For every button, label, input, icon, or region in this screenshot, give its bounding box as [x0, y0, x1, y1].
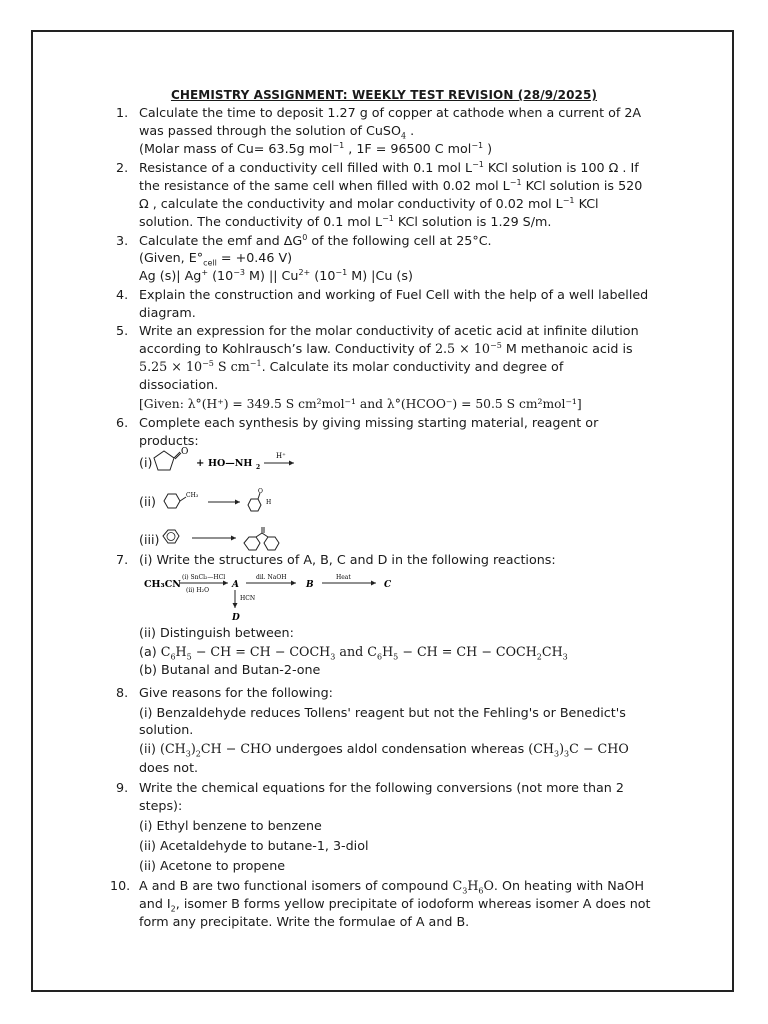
question-text: (ii) Acetaldehyde to butane-1, 3-diol	[139, 838, 369, 853]
question-number: 2.	[116, 160, 129, 175]
question-text: (ii) Acetone to propene	[139, 858, 286, 873]
question-text: Calculate the time to deposit 1.27 g of copper at cathode when a current of 2A	[139, 105, 642, 120]
nitrile-reaction-scheme	[140, 570, 400, 622]
svg-text:2: 2	[256, 464, 261, 471]
question-text: was passed through the solution of CuSO$_4$ .	[139, 123, 415, 141]
question-number: 10.	[110, 878, 131, 893]
catalyst-label: H⁺	[276, 452, 286, 460]
question-text: (Molar mass of Cu= 63.5g mol$^{-1}$ , 1F = 96500 C mol$^{-1}$ )	[139, 140, 493, 156]
start-compound: CH₃CN	[144, 579, 181, 590]
question-text: Ω , calculate the conductivity and molar conductivity of 0.02 mol $L^{-1}$ KCl	[139, 195, 599, 211]
question-text: A and B are two functional isomers of compound $C_3H_6O$. On heating with NaOH	[139, 878, 645, 896]
question-text: $5.25 \times 10^{-5}$ S $cm^{-1}$. Calculate its molar conductivity and degree of	[139, 358, 564, 374]
oxidation-scheme	[160, 488, 280, 514]
question-text: Write the chemical equations for the following conversions (not more than 2	[139, 780, 624, 795]
page-title: CHEMISTRY ASSIGNMENT: WEEKLY TEST REVISION (28/9/2025)	[170, 88, 598, 102]
svg-text:O: O	[258, 488, 263, 495]
question-text: (i) Benzaldehyde reduces Tollens' reagent but not the Fehling's or Benedict's	[139, 705, 626, 720]
question-number: 5.	[116, 323, 129, 338]
question-number: 7.	[116, 552, 129, 567]
svg-text:HCN: HCN	[240, 595, 256, 602]
svg-text:Heat: Heat	[336, 574, 351, 581]
question-number: 4.	[116, 287, 129, 302]
question-text: Ag (s)| Ag+ ($10^{-3}$ M) || $Cu^{2+}$ ($10^{-1}$ M) |Cu (s)	[139, 267, 413, 283]
svg-text:H: H	[266, 499, 272, 506]
question-number: 1.	[116, 105, 129, 120]
compound-b: B	[306, 580, 314, 590]
question-number: 8.	[116, 685, 129, 700]
question-text: (Given, $E^\circ_{cell} = +0.46$ V)	[139, 250, 293, 268]
question-text: dissociation.	[139, 377, 219, 392]
question-text: Calculate the emf and $\Delta G^0$ of the following cell at 25°C.	[139, 232, 492, 248]
question-text: Give reasons for the following:	[139, 685, 333, 700]
question-text: steps):	[139, 798, 183, 813]
methyl-label: CH₃	[186, 492, 199, 499]
question-number: 6.	[116, 415, 129, 430]
question-text: (ii) Distinguish between:	[139, 625, 294, 640]
question-text: diagram.	[139, 305, 196, 320]
benzophenone-scheme	[160, 525, 300, 553]
question-text: the resistance of the same cell when filled with 0.02 mol $L^{-1}$ KCl solution is 520	[139, 177, 643, 193]
svg-text:dil. NaOH: dil. NaOH	[256, 574, 287, 581]
question-text: Write an expression for the molar conductivity of acetic acid at infinite dilution	[139, 323, 639, 338]
compound-d: D	[232, 613, 240, 622]
question-text: products:	[139, 433, 199, 448]
question-text: solution.	[139, 722, 194, 737]
question-text: (b) Butanal and Butan-2-one	[139, 662, 321, 677]
compound-a: A	[232, 580, 239, 590]
question-text: Explain the construction and working of Fuel Cell with the help of a well labelled	[139, 287, 649, 302]
reagent-label: HO—NH	[208, 458, 253, 469]
question-part-label: (ii)	[139, 494, 156, 509]
cyclopentanone-reaction-scheme	[152, 446, 312, 476]
question-text: does not.	[139, 760, 199, 775]
question-text: [Given: λ°(H⁺) = 349.5 S cm²mol⁻¹ and λ°(HCOO⁻) = 50.5 S cm²mol⁻¹]	[139, 397, 582, 411]
question-text: (ii) $(CH_3)_2CH$ − CHO undergoes aldol condensation whereas $(CH_3)_3C$ − CHO	[139, 741, 629, 759]
compound-c: C	[384, 580, 392, 590]
svg-text:+: +	[196, 458, 205, 469]
question-text: and $I_2$, isomer B forms yellow precipitate of iodoform whereas isomer A does not	[139, 896, 651, 914]
svg-text:(ii) H₂O: (ii) H₂O	[186, 587, 209, 594]
question-part-label: (i)	[139, 455, 153, 470]
svg-text:(i) SnCl₂—HCl: (i) SnCl₂—HCl	[182, 574, 226, 581]
question-text: Resistance of a conductivity cell filled with 0.1 mol $L^{-1}$ KCl solution is 100 Ω . If	[139, 159, 639, 175]
question-number: 9.	[116, 780, 129, 795]
question-text: (i) Write the structures of A, B, C and D in the following reactions:	[139, 552, 556, 567]
question-text: according to Kohlrausch’s law. Conductivity of $2.5 \times 10^{-5}$ M methanoic acid is	[139, 340, 633, 356]
question-number: 3.	[116, 233, 129, 248]
question-text: (a) $C_6H_5$ − CH = CH − $COCH_3$ and $C_6H_5$ − CH = CH − $COCH_2CH_3$	[139, 644, 568, 662]
oxygen-label: O	[181, 447, 189, 457]
question-text: solution. The conductivity of 0.1 mol $L^{-1}$ KCl solution is 1.29 S/m.	[139, 213, 552, 229]
question-text: (i) Ethyl benzene to benzene	[139, 818, 322, 833]
question-text: form any precipitate. Write the formulae of A and B.	[139, 914, 470, 929]
question-text: Complete each synthesis by giving missing starting material, reagent or	[139, 415, 599, 430]
question-part-label: (iii)	[139, 532, 160, 547]
